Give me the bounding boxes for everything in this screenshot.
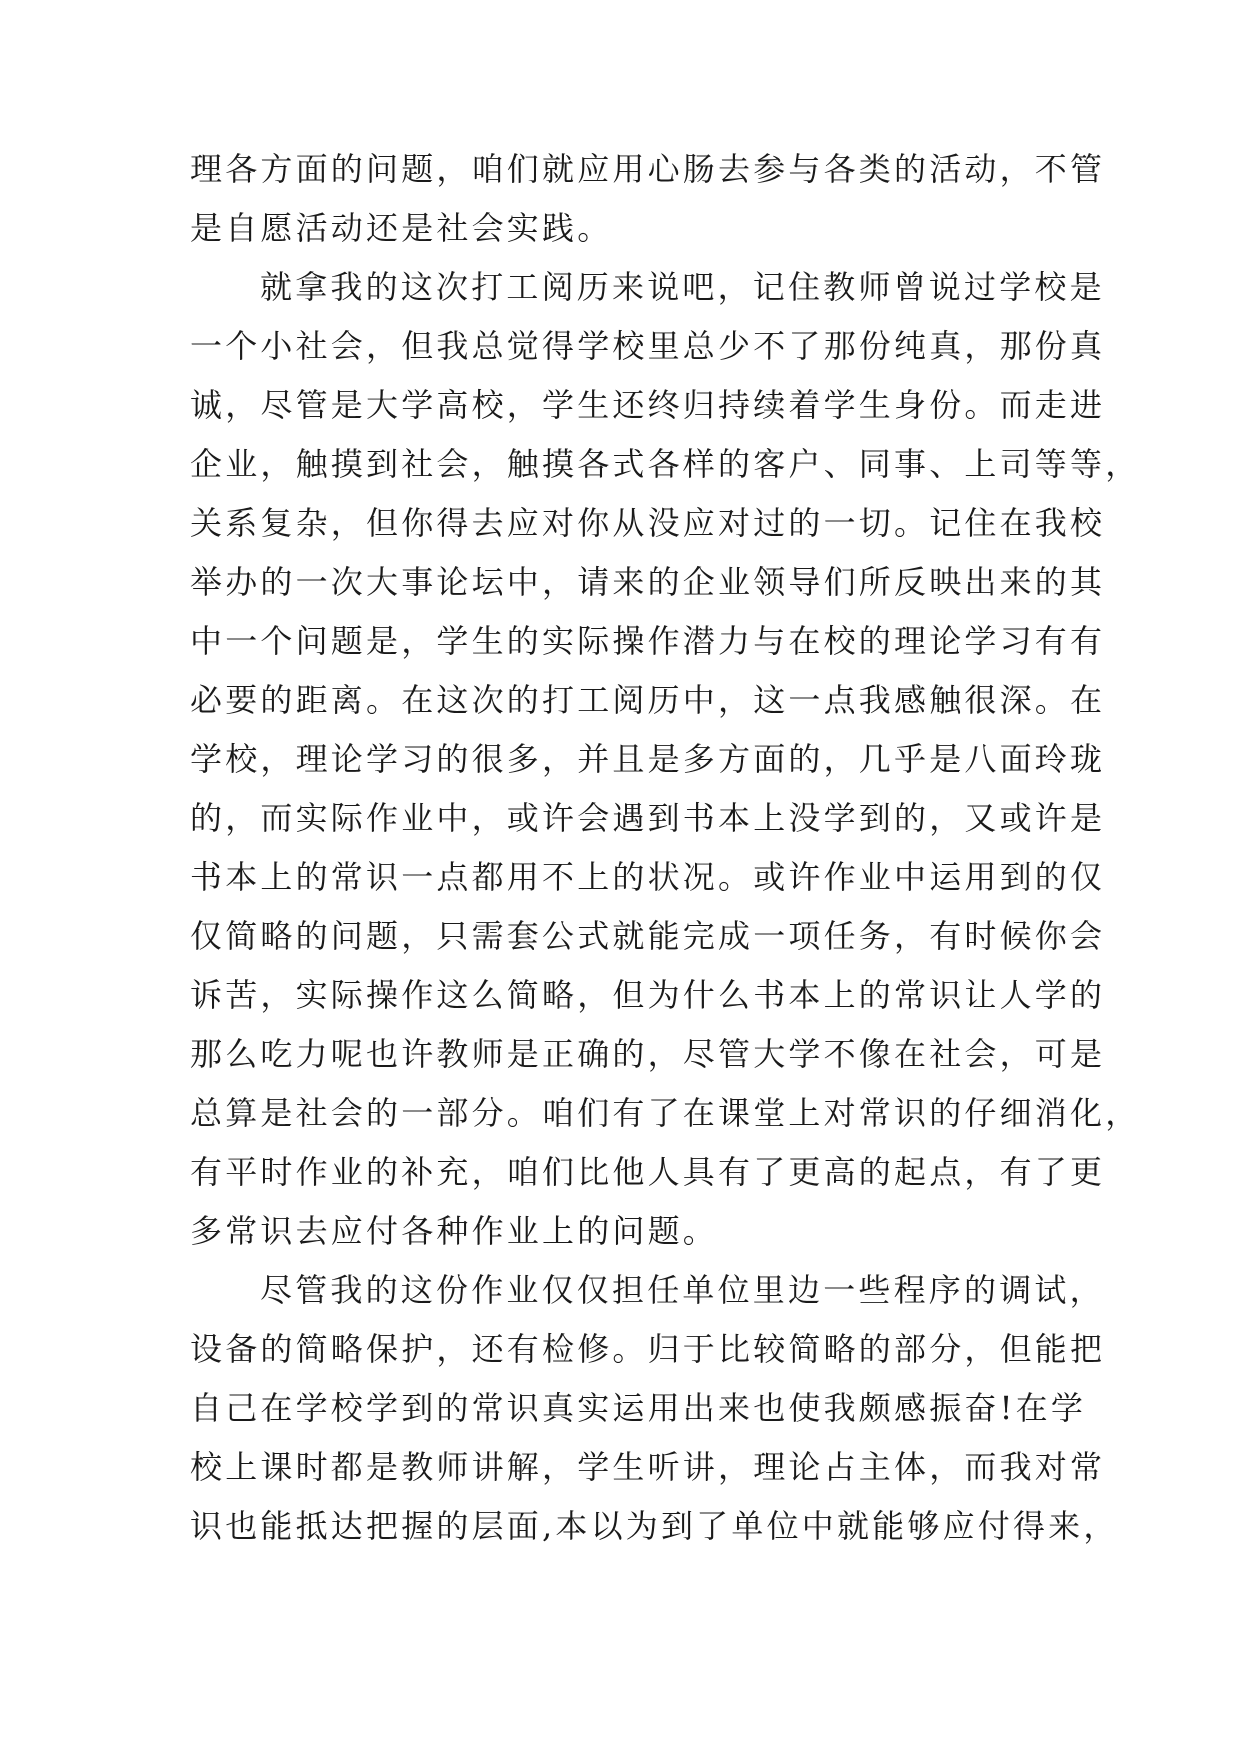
text-line: 一个小社会，但我总觉得学校里总少不了那份纯真，那份真 bbox=[190, 327, 1106, 365]
text-line: 设备的简略保护，还有检修。归于比较简略的部分，但能把 bbox=[190, 1330, 1106, 1368]
text-line: 是自愿活动还是社会实践。 bbox=[190, 209, 613, 247]
text-line: 诚，尽管是大学高校，学生还终归持续着学生身份。而走进 bbox=[190, 386, 1106, 424]
text-line: 仅简略的问题，只需套公式就能完成一项任务，有时候你会 bbox=[190, 917, 1106, 955]
text-line: 的，而实际作业中，或许会遇到书本上没学到的，又或许是 bbox=[190, 799, 1106, 837]
text-line: 企业，触摸到社会，触摸各式各样的客户、同事、上司等等， bbox=[190, 445, 1141, 483]
text-line: 关系复杂，但你得去应对你从没应对过的一切。记住在我校 bbox=[190, 504, 1106, 542]
text-line: 学校，理论学习的很多，并且是多方面的，几乎是八面玲珑 bbox=[190, 740, 1106, 778]
text-line: 中一个问题是，学生的实际操作潜力与在校的理论学习有有 bbox=[190, 622, 1106, 660]
text-line: 那么吃力呢也许教师是正确的，尽管大学不像在社会，可是 bbox=[190, 1035, 1106, 1073]
text-line: 多常识去应付各种作业上的问题。 bbox=[190, 1212, 719, 1250]
text-line: 书本上的常识一点都用不上的状况。或许作业中运用到的仅 bbox=[190, 858, 1106, 896]
text-line: 校上课时都是教师讲解，学生听讲，理论占主体，而我对常 bbox=[190, 1448, 1106, 1486]
text-line: 有平时作业的补充，咱们比他人具有了更高的起点，有了更 bbox=[190, 1153, 1106, 1191]
paragraph-start-line: 就拿我的这次打工阅历来说吧，记住教师曾说过学校是 bbox=[260, 268, 1105, 306]
text-line: 总算是社会的一部分。咱们有了在课堂上对常识的仔细消化， bbox=[190, 1094, 1141, 1132]
body-text bbox=[190, 140, 1141, 1556]
text-line: 举办的一次大事论坛中，请来的企业领导们所反映出来的其 bbox=[190, 563, 1106, 601]
text-line: 识也能抵达把握的层面,本以为到了单位中就能够应付得来， bbox=[190, 1507, 1119, 1545]
text-line: 自己在学校学到的常识真实运用出来也使我颇感振奋!在学 bbox=[190, 1389, 1087, 1427]
text-line: 诉苦，实际操作这么简略，但为什么书本上的常识让人学的 bbox=[190, 976, 1106, 1014]
text-line: 必要的距离。在这次的打工阅历中，这一点我感触很深。在 bbox=[190, 681, 1106, 719]
text-line: 理各方面的问题，咱们就应用心肠去参与各类的活动，不管 bbox=[190, 150, 1106, 188]
paragraph-start-line: 尽管我的这份作业仅仅担任单位里边一些程序的调试， bbox=[260, 1271, 1105, 1309]
